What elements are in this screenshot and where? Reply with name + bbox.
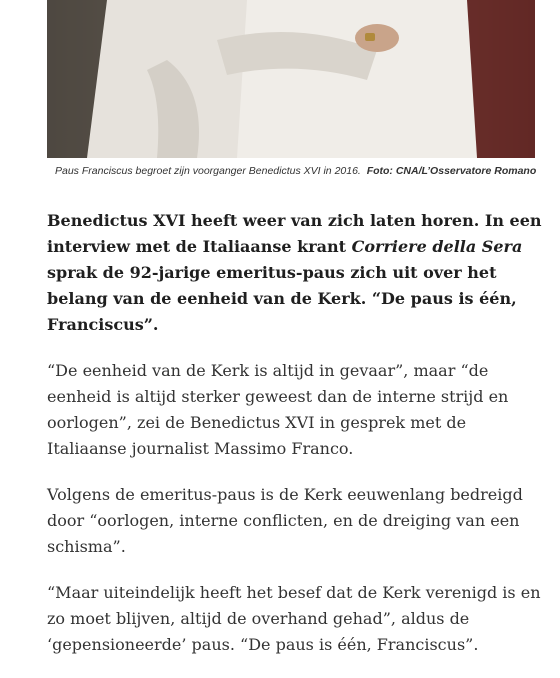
caption-credit: Foto: CNA/L’Osservatore Romano [366, 165, 537, 177]
caption-text: Paus Franciscus begroet zijn voorganger Benedictus XVI in 2016. [55, 165, 361, 177]
newspaper-name: Corriere della Sera [351, 237, 523, 256]
paragraph: “Maar uiteindelijk heeft het besef dat de Kerk verenigd is en zo moet blijven, altijd de overhand gehad”, aldus de ‘gepensioneerde’ paus. “De paus is één, Franciscus”. [47, 583, 541, 654]
article-lead [47, 208, 542, 338]
lead-text-2: sprak de 92-jarige emeritus-paus zich uit over het belang van de eenheid van de Kerk. “De paus is één, Franciscus”. [47, 263, 517, 334]
lead-text-1: Benedictus XVI heeft weer van zich laten horen. In een interview met de Italiaanse krant [47, 211, 542, 256]
photo-caption [55, 165, 535, 177]
paragraph: “De eenheid van de Kerk is altijd in gevaar”, maar “de eenheid is altijd sterker geweest dan de interne strijd en oorlogen”, zei de Benedictus XVI in gesprek met de Italiaanse journalist Massimo Franco. [47, 361, 509, 458]
paragraph: Volgens de emeritus-paus is de Kerk eeuwenlang bedreigd door “oorlogen, interne conflicten, en de dreiging van een schisma”. [47, 485, 523, 556]
article-body [47, 208, 542, 678]
photo-illustration [47, 0, 535, 158]
article-photo [47, 0, 535, 158]
